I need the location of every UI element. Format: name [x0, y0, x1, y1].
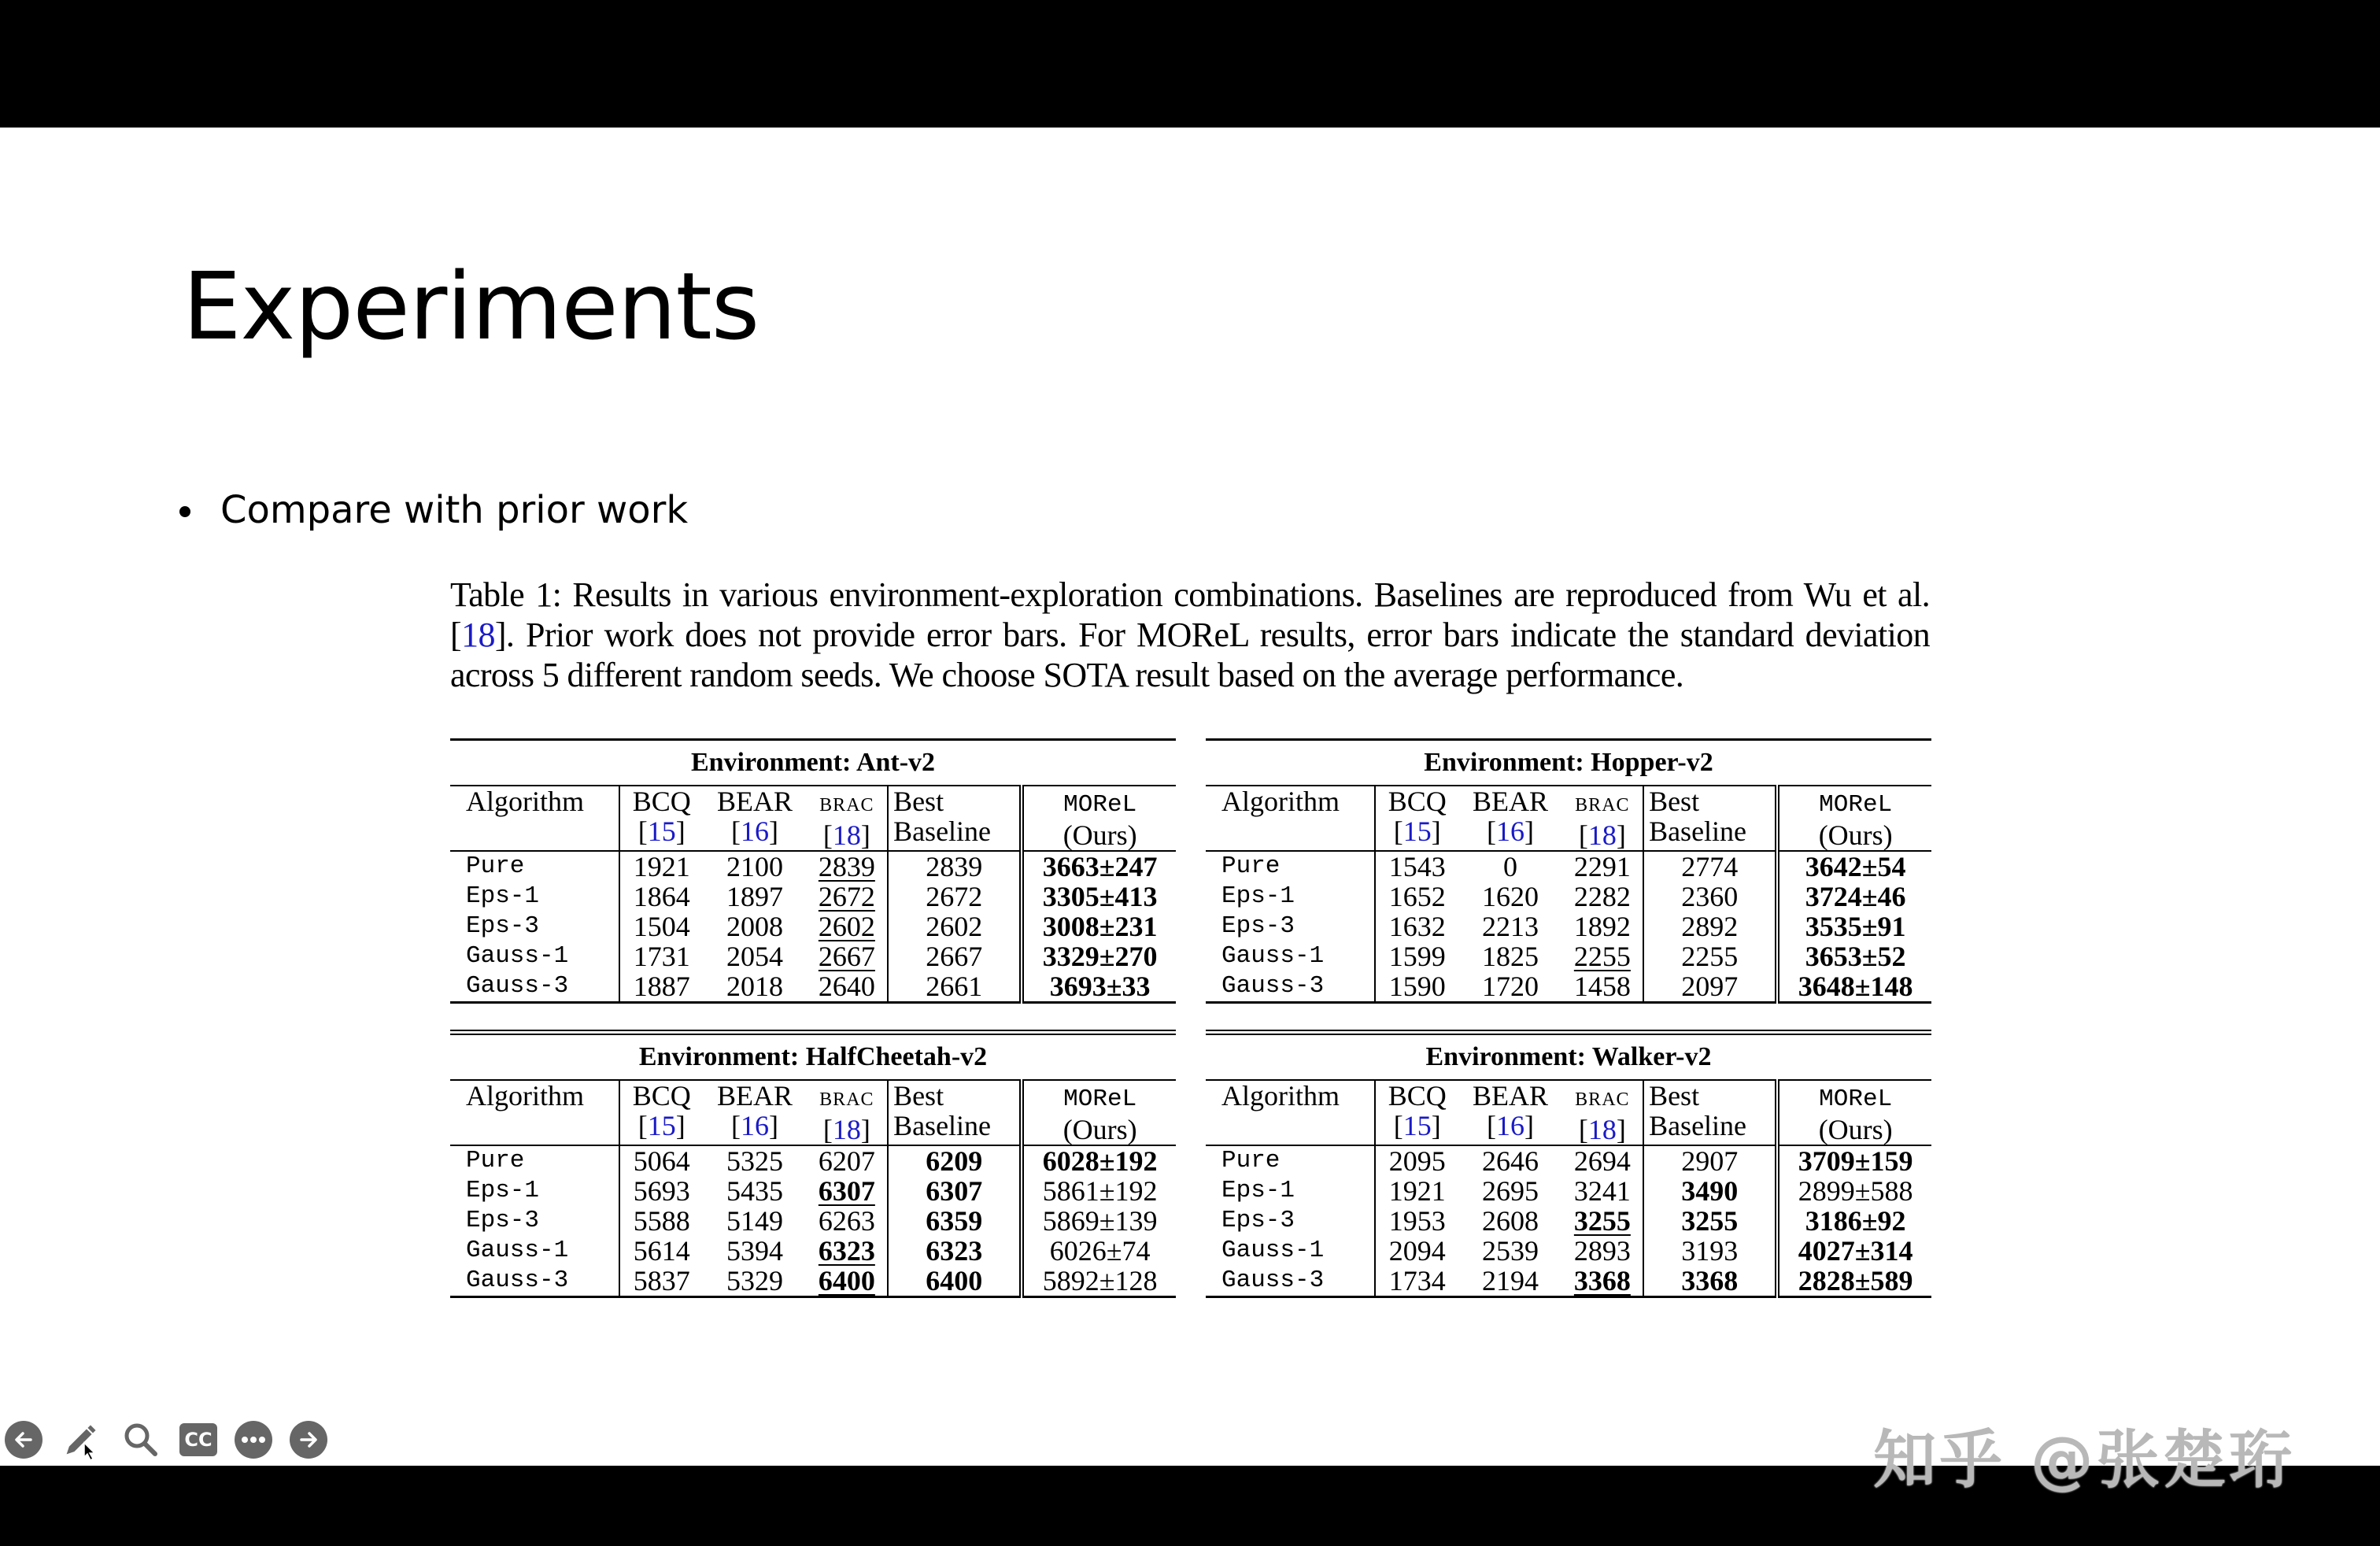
column-header-brac: BRAC [18]	[1562, 786, 1643, 851]
table-row	[1206, 851, 1931, 882]
bullet-dot-icon	[179, 506, 190, 517]
algorithm-cell: Eps-1	[450, 882, 619, 912]
best-baseline-cell: 2661	[888, 971, 1022, 1003]
table-row	[1206, 882, 1931, 912]
environment-title: Environment: Walker-v2	[1206, 1033, 1931, 1081]
column-header-bear: BEAR [16]	[716, 1080, 793, 1141]
brac-cell: 6323	[818, 1235, 875, 1267]
morel-cell: 3648±148	[1798, 971, 1913, 1002]
algorithm-cell: Pure	[450, 1145, 619, 1176]
morel-cell: 3535±91	[1805, 911, 1906, 942]
bcq-cell: 1632	[1388, 911, 1446, 942]
table-row	[450, 912, 1176, 941]
brac-cell: 1892	[1573, 911, 1631, 942]
best-baseline-cell: 2602	[888, 912, 1022, 941]
algorithm-cell: Gauss-3	[450, 971, 619, 1003]
watermark: 知乎 @张楚珩	[1873, 1423, 2295, 1496]
column-header-bcq: BCQ [15]	[632, 786, 691, 847]
citation-link[interactable]: 16	[740, 816, 769, 847]
bear-cell: 2608	[1481, 1205, 1539, 1237]
algorithm-cell: Gauss-1	[1206, 1236, 1375, 1266]
table-row	[450, 1206, 1176, 1236]
environment-title: Environment: Hopper-v2	[1206, 740, 1931, 786]
bear-cell: 2008	[726, 911, 783, 942]
table-caption	[450, 575, 1930, 695]
bullet-text: Compare with prior work	[220, 488, 689, 532]
best-baseline-cell: 6359	[888, 1206, 1022, 1236]
morel-cell: 3642±54	[1805, 851, 1906, 882]
bear-cell: 1825	[1481, 941, 1539, 972]
bcq-cell: 1599	[1388, 941, 1446, 972]
bullet-item	[179, 488, 688, 532]
bcq-cell: 5837	[633, 1265, 690, 1296]
brac-cell: 3255	[1573, 1205, 1631, 1237]
bcq-cell: 1887	[633, 971, 690, 1002]
best-baseline-cell: 2774	[1643, 851, 1777, 882]
best-baseline-cell: 2097	[1643, 971, 1777, 1003]
citation-link[interactable]: 16	[740, 1110, 769, 1141]
algorithm-cell: Pure	[1206, 1145, 1375, 1176]
brac-cell: 2667	[818, 941, 875, 972]
pen-tool-button[interactable]	[60, 1418, 102, 1461]
bear-cell: 5325	[726, 1145, 783, 1177]
bcq-cell: 2095	[1388, 1145, 1446, 1177]
morel-cell: 3709±159	[1798, 1145, 1913, 1177]
column-header-morel: MOReL (Ours)	[1062, 791, 1137, 851]
citation-link[interactable]: 16	[1495, 816, 1524, 847]
closed-captions-button[interactable]	[179, 1423, 217, 1456]
algorithm-cell: Eps-1	[1206, 1176, 1375, 1206]
table-row	[450, 941, 1176, 971]
table-row	[450, 1176, 1176, 1206]
results-table	[1206, 1030, 1931, 1298]
brac-cell: 2291	[1573, 851, 1631, 882]
bcq-cell: 1734	[1388, 1265, 1446, 1296]
bcq-cell: 5588	[633, 1205, 690, 1237]
citation-link[interactable]: 18	[832, 819, 861, 851]
citation-link[interactable]: 15	[1402, 816, 1432, 847]
bear-cell: 2695	[1481, 1175, 1539, 1207]
bcq-cell: 1652	[1388, 881, 1446, 912]
table-row	[1206, 1145, 1931, 1176]
magnifier-icon	[122, 1421, 160, 1459]
column-header-algorithm: Algorithm	[450, 786, 619, 851]
bcq-cell: 1504	[633, 911, 690, 942]
presentation-toolbar	[5, 1418, 327, 1461]
column-header-best-baseline: Best Baseline	[888, 1080, 1022, 1145]
bcq-cell: 5064	[633, 1145, 690, 1177]
arrow-left-icon	[12, 1428, 35, 1452]
bear-cell: 2646	[1481, 1145, 1539, 1177]
best-baseline-cell: 6400	[888, 1266, 1022, 1297]
bcq-cell: 5693	[633, 1175, 690, 1207]
table-row	[450, 1236, 1176, 1266]
slide-title: Experiments	[183, 252, 759, 361]
best-baseline-cell: 3490	[1643, 1176, 1777, 1206]
bear-cell: 5394	[726, 1235, 783, 1267]
citation-link[interactable]: 15	[647, 1110, 676, 1141]
algorithm-cell: Eps-1	[1206, 882, 1375, 912]
column-header-algorithm: Algorithm	[1206, 1080, 1375, 1145]
column-header-bear: BEAR [16]	[1472, 1080, 1548, 1141]
bear-cell: 2100	[726, 851, 783, 882]
brac-cell: 2602	[818, 911, 875, 942]
brac-cell: 1458	[1573, 971, 1631, 1002]
best-baseline-cell: 2667	[888, 941, 1022, 971]
column-header-algorithm: Algorithm	[1206, 786, 1375, 851]
caption-text-2: ]. Prior work does not provide error bars. For MOReL results, error bars indicate the standard deviation across 5 different random seeds. We choose SOTA result based on the average performance.	[450, 616, 1930, 694]
morel-cell: 5892±128	[1042, 1265, 1158, 1296]
table-row	[450, 1266, 1176, 1297]
bear-cell: 5435	[726, 1175, 783, 1207]
algorithm-cell: Pure	[1206, 851, 1375, 882]
bcq-cell: 5614	[633, 1235, 690, 1267]
column-header-brac: BRAC [18]	[807, 1080, 888, 1145]
more-options-button[interactable]	[235, 1421, 272, 1459]
citation-link[interactable]: 18	[1587, 1114, 1617, 1145]
best-baseline-cell: 6323	[888, 1236, 1022, 1266]
previous-slide-button[interactable]	[5, 1421, 42, 1459]
more-icon	[241, 1436, 266, 1444]
morel-cell: 5869±139	[1042, 1205, 1158, 1237]
caption-citation-link[interactable]: 18	[461, 616, 495, 654]
brac-cell: 2672	[818, 881, 875, 912]
column-header-bcq: BCQ [15]	[1388, 786, 1447, 847]
algorithm-cell: Eps-1	[450, 1176, 619, 1206]
bear-cell: 1720	[1481, 971, 1539, 1002]
next-slide-button[interactable]	[290, 1421, 327, 1459]
morel-cell: 3663±247	[1042, 851, 1158, 882]
bear-cell: 1620	[1481, 881, 1539, 912]
arrow-right-icon	[297, 1428, 320, 1452]
column-header-brac: BRAC [18]	[1562, 1080, 1643, 1145]
citation-link[interactable]: 16	[1495, 1110, 1524, 1141]
best-baseline-cell: 2360	[1643, 882, 1777, 912]
table-row	[1206, 1206, 1931, 1236]
pen-icon	[61, 1419, 102, 1460]
algorithm-cell: Gauss-1	[450, 1236, 619, 1266]
table-row	[450, 851, 1176, 882]
bcq-cell: 1543	[1388, 851, 1446, 882]
brac-cell: 3368	[1573, 1265, 1631, 1296]
bear-cell: 1897	[726, 881, 783, 912]
column-header-bear: BEAR [16]	[1472, 786, 1548, 847]
table-row	[450, 971, 1176, 1003]
bcq-cell: 1921	[1388, 1175, 1446, 1207]
bcq-cell: 1953	[1388, 1205, 1446, 1237]
best-baseline-cell: 2892	[1643, 912, 1777, 941]
algorithm-cell: Gauss-1	[450, 941, 619, 971]
brac-cell: 6207	[818, 1145, 875, 1177]
brac-cell: 2839	[818, 851, 875, 882]
morel-cell: 2899±588	[1798, 1175, 1913, 1207]
bear-cell: 2018	[726, 971, 783, 1002]
best-baseline-cell: 6307	[888, 1176, 1022, 1206]
best-baseline-cell: 3368	[1643, 1266, 1777, 1297]
bear-cell: 2213	[1481, 911, 1539, 942]
environment-title: Environment: HalfCheetah-v2	[450, 1033, 1176, 1081]
algorithm-cell: Eps-3	[1206, 1206, 1375, 1236]
algorithm-cell: Eps-3	[450, 1206, 619, 1236]
brac-cell: 6263	[818, 1205, 875, 1237]
bear-cell: 2054	[726, 941, 783, 972]
table-row	[450, 1145, 1176, 1176]
column-header-morel: MOReL (Ours)	[1818, 1086, 1893, 1145]
table-row	[1206, 912, 1931, 941]
column-header-bear: BEAR [16]	[716, 786, 793, 847]
results-table	[450, 1030, 1176, 1298]
column-header-brac: BRAC [18]	[807, 786, 888, 851]
algorithm-cell: Eps-3	[450, 912, 619, 941]
algorithm-cell: Gauss-3	[1206, 1266, 1375, 1297]
bcq-cell: 2094	[1388, 1235, 1446, 1267]
citation-link[interactable]: 18	[832, 1114, 861, 1145]
environment-title: Environment: Ant-v2	[450, 740, 1176, 786]
bcq-cell: 1864	[633, 881, 690, 912]
table-row	[1206, 1176, 1931, 1206]
best-baseline-cell: 2839	[888, 851, 1022, 882]
brac-cell: 2893	[1573, 1235, 1631, 1267]
algorithm-cell: Gauss-3	[1206, 971, 1375, 1003]
brac-cell: 3241	[1573, 1175, 1631, 1207]
morel-cell: 3305±413	[1042, 881, 1158, 912]
brac-cell: 6400	[818, 1265, 875, 1296]
citation-link[interactable]: 15	[1402, 1110, 1432, 1141]
morel-cell: 6026±74	[1049, 1235, 1151, 1267]
best-baseline-cell: 2907	[1643, 1145, 1777, 1176]
bcq-cell: 1921	[633, 851, 690, 882]
column-header-best-baseline: Best Baseline	[888, 786, 1022, 851]
morel-cell: 6028±192	[1042, 1145, 1158, 1177]
column-header-bcq: BCQ [15]	[1388, 1080, 1447, 1141]
morel-cell: 3693±33	[1049, 971, 1151, 1002]
best-baseline-cell: 2255	[1643, 941, 1777, 971]
best-baseline-cell: 6209	[888, 1145, 1022, 1176]
table-row	[1206, 1266, 1931, 1297]
bear-cell: 0	[1502, 851, 1517, 882]
best-baseline-cell: 2672	[888, 882, 1022, 912]
bear-cell: 5149	[726, 1205, 783, 1237]
brac-cell: 6307	[818, 1175, 875, 1207]
algorithm-cell: Gauss-1	[1206, 941, 1375, 971]
morel-cell: 2828±589	[1798, 1265, 1913, 1296]
column-header-morel: MOReL (Ours)	[1062, 1086, 1137, 1145]
column-header-bcq: BCQ [15]	[632, 1080, 691, 1141]
morel-cell: 4027±314	[1798, 1235, 1913, 1267]
bear-cell: 5329	[726, 1265, 783, 1296]
morel-cell: 3186±92	[1805, 1205, 1906, 1237]
algorithm-cell: Eps-3	[1206, 912, 1375, 941]
closed-captions-icon: CC	[184, 1429, 213, 1451]
bear-cell: 2194	[1481, 1265, 1539, 1296]
column-header-morel: MOReL (Ours)	[1818, 791, 1893, 851]
brac-cell: 2694	[1573, 1145, 1631, 1177]
bcq-cell: 1731	[633, 941, 690, 972]
citation-link[interactable]: 15	[647, 816, 676, 847]
morel-cell: 3008±231	[1042, 911, 1158, 942]
morel-cell: 3329±270	[1042, 941, 1158, 972]
brac-cell: 2640	[818, 971, 875, 1002]
caption-text-1: Table 1: Results in various environment-exploration combinations. Baselines are reproduced from Wu et al. [	[450, 575, 1930, 654]
brac-cell: 2282	[1573, 881, 1631, 912]
column-header-best-baseline: Best Baseline	[1643, 786, 1777, 851]
column-header-algorithm: Algorithm	[450, 1080, 619, 1145]
morel-cell: 3724±46	[1805, 881, 1906, 912]
brac-cell: 2255	[1573, 941, 1631, 972]
column-header-best-baseline: Best Baseline	[1643, 1080, 1777, 1145]
top-black-bar	[0, 0, 2380, 128]
table-row	[450, 882, 1176, 912]
results-table	[450, 738, 1176, 1004]
algorithm-cell: Pure	[450, 851, 619, 882]
algorithm-cell: Gauss-3	[450, 1266, 619, 1297]
table-row	[1206, 1236, 1931, 1266]
table-row	[1206, 971, 1931, 1003]
results-table	[1206, 738, 1931, 1004]
best-baseline-cell: 3193	[1643, 1236, 1777, 1266]
citation-link[interactable]: 18	[1587, 819, 1617, 851]
zoom-button[interactable]	[120, 1418, 162, 1461]
morel-cell: 3653±52	[1805, 941, 1906, 972]
morel-cell: 5861±192	[1042, 1175, 1158, 1207]
bcq-cell: 1590	[1388, 971, 1446, 1002]
best-baseline-cell: 3255	[1643, 1206, 1777, 1236]
bear-cell: 2539	[1481, 1235, 1539, 1267]
table-row	[1206, 941, 1931, 971]
